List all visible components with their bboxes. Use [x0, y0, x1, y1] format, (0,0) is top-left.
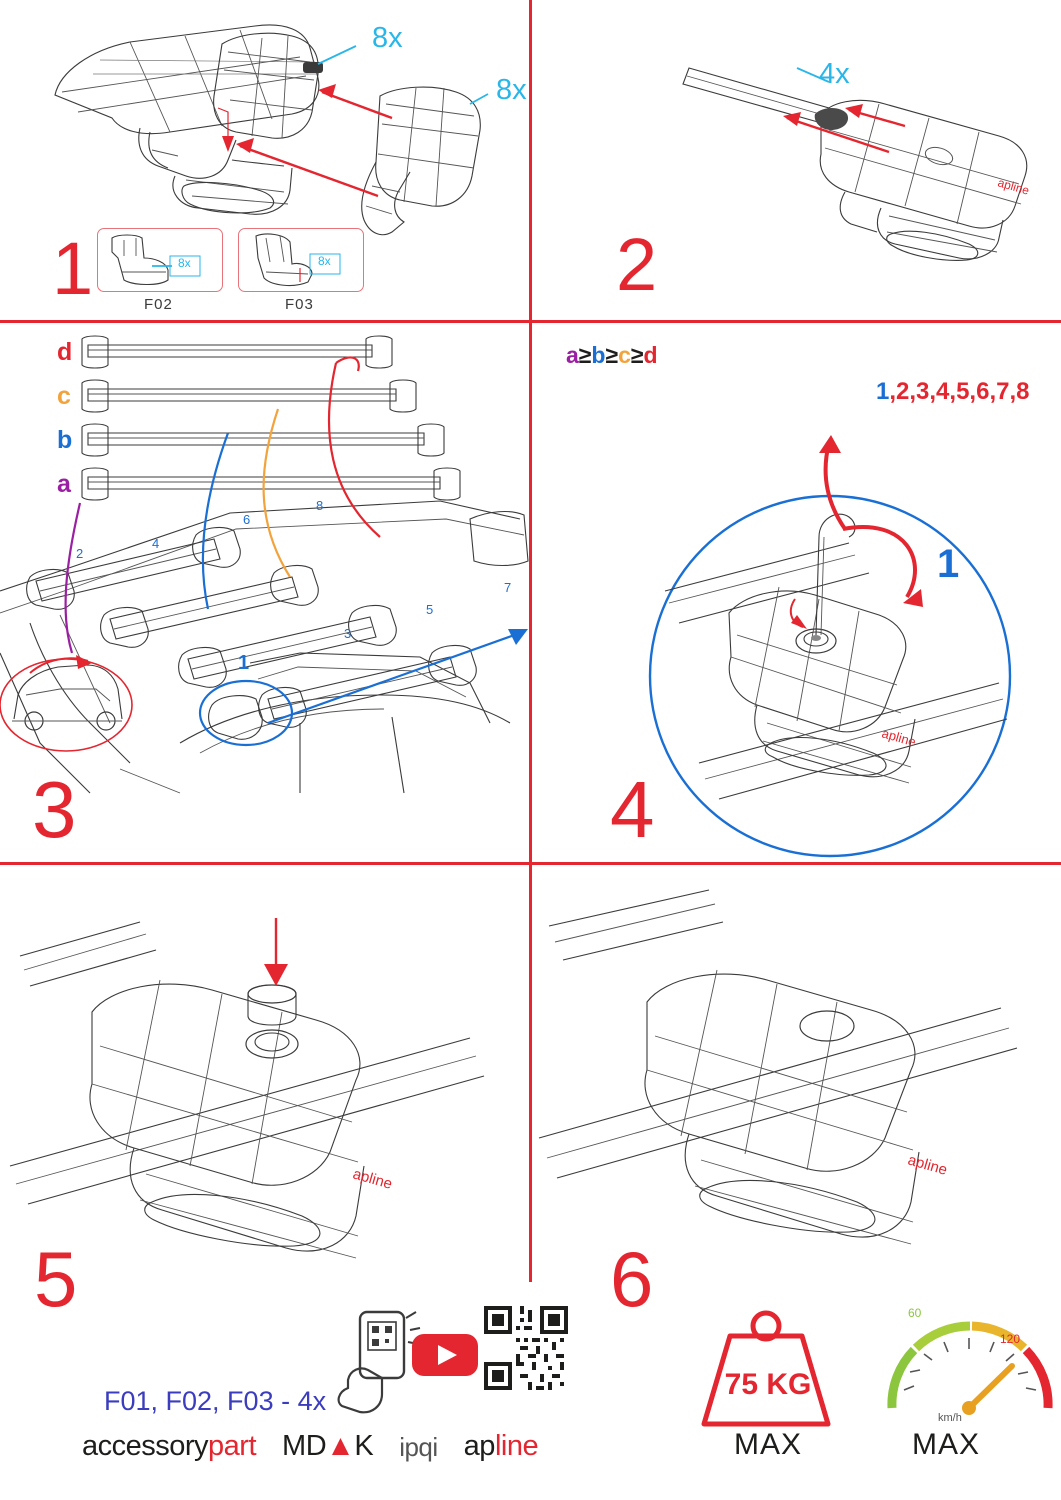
- bolt-number-5: 5: [426, 602, 434, 617]
- youtube-icon[interactable]: [410, 1330, 480, 1380]
- qty-label-2a: 4x: [819, 58, 850, 90]
- svg-text:apline: apline: [905, 1151, 950, 1179]
- svg-text:apline: apline: [996, 175, 1031, 198]
- part-qty-f02: 8x: [178, 256, 191, 270]
- part-qty-f03: 8x: [318, 254, 331, 268]
- bolt-number-8: 8: [316, 498, 324, 513]
- bolt-number-1: 1: [238, 652, 250, 674]
- step4-drawing: [529, 323, 1061, 863]
- step-number-4: 4: [610, 765, 655, 854]
- step-number-3: 3: [32, 765, 77, 854]
- max-speed-gauge: [874, 1304, 1061, 1434]
- ineq-c: c: [618, 342, 631, 368]
- bolt-number-4: 4: [152, 536, 160, 551]
- brand-apline: apline: [463, 1430, 539, 1462]
- ineq-d: d: [643, 342, 658, 368]
- bar-label-d: d: [57, 338, 73, 366]
- bar-label-a: a: [57, 470, 71, 498]
- gauge-tick-max: 120: [1000, 1332, 1021, 1346]
- bolt-number-7: 7: [504, 580, 512, 595]
- max-load-value: 75 KG: [724, 1368, 812, 1401]
- bar-label-b: b: [57, 426, 73, 454]
- bolt-number-6: 6: [243, 512, 251, 527]
- part-code-f03: F03: [285, 296, 314, 313]
- bar-label-c: c: [57, 382, 71, 410]
- qr-code: [484, 1306, 568, 1390]
- tighten-sequence-first: 1: [876, 378, 890, 405]
- brand-ipqi: ipqi: [399, 1432, 438, 1462]
- step5-drawing: [0, 866, 529, 1286]
- svg-text:apline: apline: [880, 725, 918, 750]
- bolt-number-3: 3: [344, 626, 352, 641]
- step2-drawing: [529, 0, 1061, 320]
- brand-row: [82, 1430, 538, 1463]
- brand-apline-accent: line: [494, 1430, 539, 1462]
- bolt-number-2: 2: [76, 546, 84, 561]
- ineq-b: b: [591, 342, 606, 368]
- max-load-label: MAX: [733, 1428, 802, 1461]
- brand-accessorypart-accent: part: [208, 1430, 257, 1462]
- bar-order-inequality: a≥b≥c≥d: [566, 342, 658, 368]
- qty-label-1a: 8x: [372, 22, 403, 54]
- step6-drawing: [529, 866, 1061, 1286]
- step-number-6: 6: [610, 1235, 654, 1323]
- step4-callout-number: 1: [937, 542, 960, 586]
- parts-list-label: F01, F02, F03 - 4x: [104, 1386, 327, 1416]
- step3-drawing: [0, 323, 529, 863]
- gauge-tick-min: 60: [908, 1306, 922, 1320]
- step-number-5: 5: [34, 1235, 78, 1323]
- tighten-sequence-rest: ,2,3,4,5,6,7,8: [889, 378, 1030, 405]
- svg-text:apline: apline: [350, 1165, 395, 1193]
- step-number-1: 1: [52, 227, 94, 310]
- brand-accessorypart: accessorypart: [82, 1430, 257, 1462]
- qty-label-1b: 8x: [496, 74, 527, 106]
- part-code-f02: F02: [144, 296, 173, 313]
- step-number-2: 2: [616, 223, 658, 306]
- gauge-unit-label: km/h: [938, 1412, 962, 1424]
- max-speed-label: MAX: [912, 1428, 981, 1461]
- brand-mdak: MD▲K: [282, 1430, 374, 1462]
- ineq-a: a: [566, 342, 579, 368]
